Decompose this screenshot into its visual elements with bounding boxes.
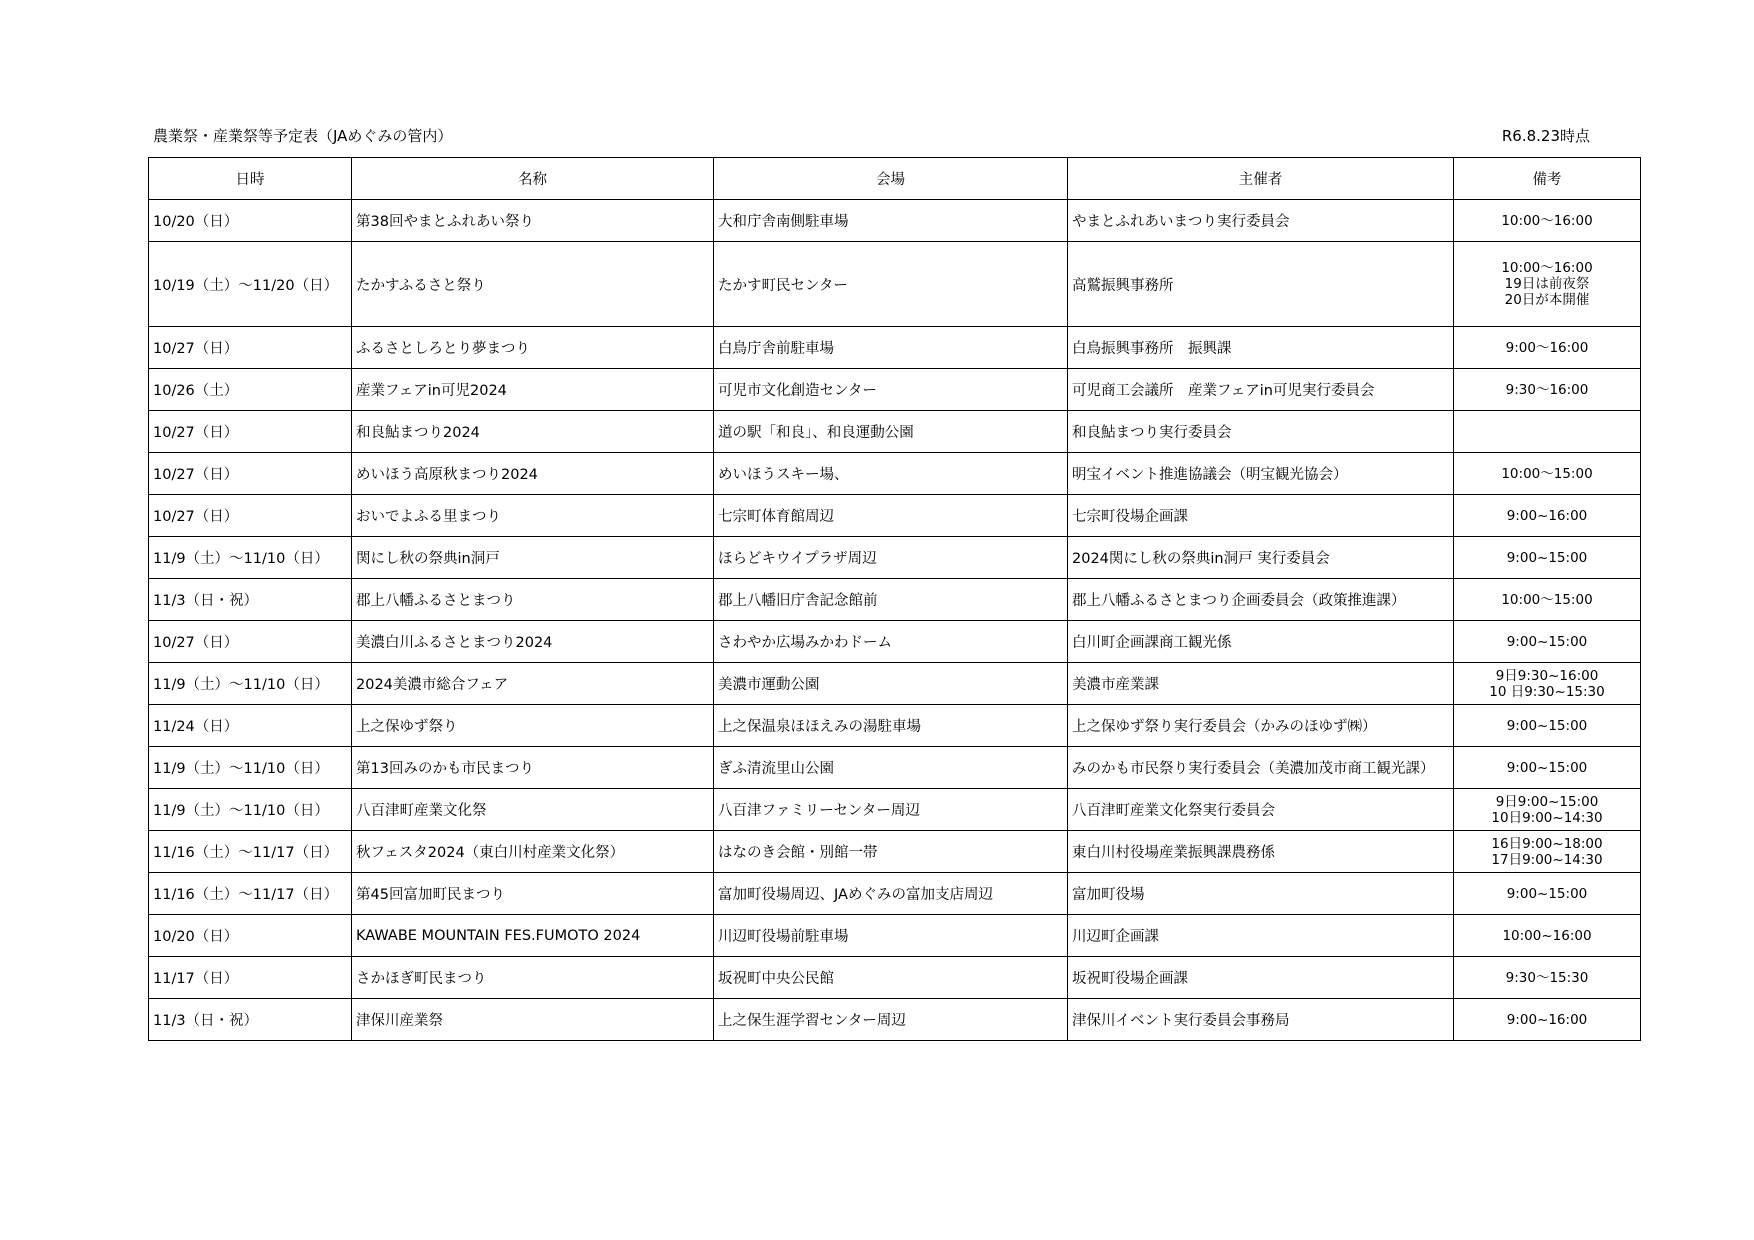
table-row xyxy=(149,705,1641,747)
cell-name: 和良鮎まつり2024 xyxy=(352,411,714,453)
cell-organizer: 八百津町産業文化祭実行委員会 xyxy=(1068,789,1454,831)
table-row xyxy=(149,327,1641,369)
cell-organizer: 白鳥振興事務所 振興課 xyxy=(1068,327,1454,369)
cell-name: ふるさとしろとり夢まつり xyxy=(352,327,714,369)
table-row xyxy=(149,663,1641,705)
cell-name: 秋フェスタ2024（東白川村産業文化祭） xyxy=(352,831,714,873)
table-row xyxy=(149,747,1641,789)
cell-date: 11/16（土）～11/17（日） xyxy=(149,831,352,873)
cell-venue: 白鳥庁舎前駐車場 xyxy=(714,327,1068,369)
table-row xyxy=(149,915,1641,957)
cell-date: 10/27（日） xyxy=(149,411,352,453)
schedule-table xyxy=(148,157,1641,1041)
header-notes: 備考 xyxy=(1454,158,1641,200)
cell-date: 10/20（日） xyxy=(149,200,352,242)
cell-notes: 10:00～16:00 19日は前夜祭 20日が本開催 xyxy=(1454,242,1641,327)
cell-notes: 10:00～16:00 xyxy=(1454,200,1641,242)
cell-notes: 9:30～15:30 xyxy=(1454,957,1641,999)
cell-notes: 10:00～15:00 xyxy=(1454,579,1641,621)
table-row xyxy=(149,831,1641,873)
cell-name: 八百津町産業文化祭 xyxy=(352,789,714,831)
cell-name: 第38回やまとふれあい祭り xyxy=(352,200,714,242)
cell-venue: 川辺町役場前駐車場 xyxy=(714,915,1068,957)
table-row xyxy=(149,242,1641,327)
cell-organizer: 郡上八幡ふるさとまつり企画委員会（政策推進課） xyxy=(1068,579,1454,621)
cell-venue: ぎふ清流里山公園 xyxy=(714,747,1068,789)
cell-venue: ほらどキウイプラザ周辺 xyxy=(714,537,1068,579)
cell-venue: 上之保生涯学習センター周辺 xyxy=(714,999,1068,1041)
cell-name: 上之保ゆず祭り xyxy=(352,705,714,747)
table-row xyxy=(149,453,1641,495)
table-row xyxy=(149,495,1641,537)
cell-name: 産業フェアin可児2024 xyxy=(352,369,714,411)
cell-organizer: 白川町企画課商工観光係 xyxy=(1068,621,1454,663)
cell-organizer: 明宝イベント推進協議会（明宝観光協会） xyxy=(1068,453,1454,495)
cell-notes: 9:00~16:00 xyxy=(1454,999,1641,1041)
as-of-date: R6.8.23時点 xyxy=(1501,127,1590,145)
header-organizer: 主催者 xyxy=(1068,158,1454,200)
cell-notes: 16日9:00~18:00 17日9:00~14:30 xyxy=(1454,831,1641,873)
cell-name: 第45回富加町民まつり xyxy=(352,873,714,915)
table-row xyxy=(149,621,1641,663)
table-row xyxy=(149,789,1641,831)
document-title: 農業祭・産業祭等予定表（JAめぐみの管内） xyxy=(153,127,453,145)
cell-organizer: 東白川村役場産業振興課農務係 xyxy=(1068,831,1454,873)
header-venue: 会場 xyxy=(714,158,1068,200)
cell-venue: 郡上八幡旧庁舎記念館前 xyxy=(714,579,1068,621)
cell-notes: 9:00~16:00 xyxy=(1454,495,1641,537)
table-row xyxy=(149,873,1641,915)
cell-venue: 富加町役場周辺、JAめぐみの富加支店周辺 xyxy=(714,873,1068,915)
table-row xyxy=(149,999,1641,1041)
cell-date: 11/9（土）～11/10（日） xyxy=(149,747,352,789)
cell-name: 第13回みのかも市民まつり xyxy=(352,747,714,789)
cell-name: たかすふるさと祭り xyxy=(352,242,714,327)
cell-notes: 9:00～16:00 xyxy=(1454,327,1641,369)
cell-date: 10/27（日） xyxy=(149,453,352,495)
cell-notes: 10:00~16:00 xyxy=(1454,915,1641,957)
cell-venue: 可児市文化創造センター xyxy=(714,369,1068,411)
cell-name: 郡上八幡ふるさとまつり xyxy=(352,579,714,621)
cell-name: 津保川産業祭 xyxy=(352,999,714,1041)
cell-venue: 八百津ファミリーセンター周辺 xyxy=(714,789,1068,831)
cell-date: 11/3（日・祝） xyxy=(149,579,352,621)
header-row xyxy=(149,158,1641,200)
cell-notes: 10:00～15:00 xyxy=(1454,453,1641,495)
cell-notes: 9:00~15:00 xyxy=(1454,873,1641,915)
cell-organizer: やまとふれあいまつり実行委員会 xyxy=(1068,200,1454,242)
cell-notes: 9:00~15:00 xyxy=(1454,705,1641,747)
table-row xyxy=(149,537,1641,579)
cell-date: 11/16（土）～11/17（日） xyxy=(149,873,352,915)
header-date: 日時 xyxy=(149,158,352,200)
cell-name: めいほう高原秋まつり2024 xyxy=(352,453,714,495)
cell-name: 関にし秋の祭典in洞戸 xyxy=(352,537,714,579)
cell-organizer: 高鷲振興事務所 xyxy=(1068,242,1454,327)
cell-organizer: 美濃市産業課 xyxy=(1068,663,1454,705)
cell-name: さかほぎ町民まつり xyxy=(352,957,714,999)
cell-name: KAWABE MOUNTAIN FES.FUMOTO 2024 xyxy=(352,915,714,957)
cell-date: 10/26（土） xyxy=(149,369,352,411)
cell-date: 10/20（日） xyxy=(149,915,352,957)
cell-name: おいでよふる里まつり xyxy=(352,495,714,537)
cell-date: 10/27（日） xyxy=(149,495,352,537)
cell-organizer: 2024関にし秋の祭典in洞戸 実行委員会 xyxy=(1068,537,1454,579)
cell-date: 10/27（日） xyxy=(149,621,352,663)
cell-name: 美濃白川ふるさとまつり2024 xyxy=(352,621,714,663)
cell-venue: 大和庁舎南側駐車場 xyxy=(714,200,1068,242)
cell-notes xyxy=(1454,411,1641,453)
cell-date: 10/19（土）～11/20（日） xyxy=(149,242,352,327)
cell-notes: 9:30～16:00 xyxy=(1454,369,1641,411)
cell-notes: 9日9:30~16:00 10 日9:30~15:30 xyxy=(1454,663,1641,705)
cell-organizer: 富加町役場 xyxy=(1068,873,1454,915)
cell-notes: 9日9:00~15:00 10日9:00~14:30 xyxy=(1454,789,1641,831)
cell-name: 2024美濃市総合フェア xyxy=(352,663,714,705)
cell-organizer: 和良鮎まつり実行委員会 xyxy=(1068,411,1454,453)
cell-date: 11/3（日・祝） xyxy=(149,999,352,1041)
cell-date: 11/9（土）～11/10（日） xyxy=(149,789,352,831)
cell-organizer: 七宗町役場企画課 xyxy=(1068,495,1454,537)
cell-notes: 9:00~15:00 xyxy=(1454,537,1641,579)
cell-venue: 坂祝町中央公民館 xyxy=(714,957,1068,999)
table-row xyxy=(149,411,1641,453)
cell-date: 11/24（日） xyxy=(149,705,352,747)
cell-organizer: 可児商工会議所 産業フェアin可児実行委員会 xyxy=(1068,369,1454,411)
cell-notes: 9:00~15:00 xyxy=(1454,747,1641,789)
cell-organizer: みのかも市民祭り実行委員会（美濃加茂市商工観光課） xyxy=(1068,747,1454,789)
cell-notes: 9:00~15:00 xyxy=(1454,621,1641,663)
cell-venue: たかす町民センター xyxy=(714,242,1068,327)
cell-date: 10/27（日） xyxy=(149,327,352,369)
cell-venue: めいほうスキー場、 xyxy=(714,453,1068,495)
cell-venue: 美濃市運動公園 xyxy=(714,663,1068,705)
cell-date: 11/9（土）～11/10（日） xyxy=(149,663,352,705)
header-name: 名称 xyxy=(352,158,714,200)
cell-organizer: 上之保ゆず祭り実行委員会（かみのほゆず㈱） xyxy=(1068,705,1454,747)
table-row xyxy=(149,200,1641,242)
cell-venue: 上之保温泉ほほえみの湯駐車場 xyxy=(714,705,1068,747)
cell-organizer: 坂祝町役場企画課 xyxy=(1068,957,1454,999)
cell-organizer: 川辺町企画課 xyxy=(1068,915,1454,957)
table-row xyxy=(149,579,1641,621)
cell-venue: 七宗町体育館周辺 xyxy=(714,495,1068,537)
cell-organizer: 津保川イベント実行委員会事務局 xyxy=(1068,999,1454,1041)
cell-date: 11/9（土）～11/10（日） xyxy=(149,537,352,579)
cell-date: 11/17（日） xyxy=(149,957,352,999)
cell-venue: 道の駅「和良」、和良運動公園 xyxy=(714,411,1068,453)
table-row xyxy=(149,957,1641,999)
cell-venue: はなのき会館・別館一帯 xyxy=(714,831,1068,873)
cell-venue: さわやか広場みかわドーム xyxy=(714,621,1068,663)
table-row xyxy=(149,369,1641,411)
